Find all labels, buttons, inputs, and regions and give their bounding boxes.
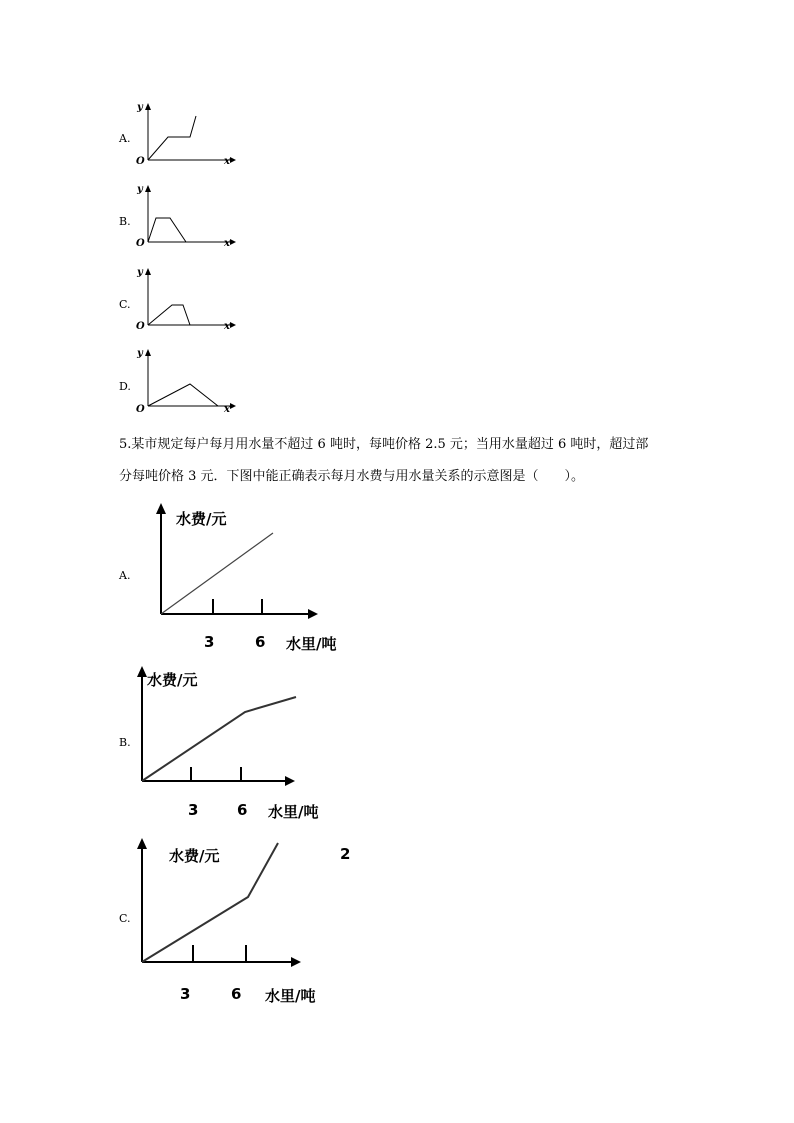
option-label: C. bbox=[119, 912, 131, 925]
origin-label: O bbox=[136, 156, 145, 167]
y-axis-label: 水费/元 bbox=[176, 510, 227, 528]
x-axis-label: x bbox=[224, 321, 230, 332]
tick-label-3: 3 bbox=[204, 633, 215, 651]
tick-label-6: 6 bbox=[237, 801, 248, 819]
x-axis-label: 水里/吨 bbox=[265, 987, 316, 1005]
x-axis-label: x bbox=[224, 404, 230, 415]
origin-label: O bbox=[136, 404, 145, 415]
question-5-line-2: 分每吨价格 3 元．下图中能正确表示每月水费与用水量关系的示意图是（ ）。 bbox=[119, 469, 585, 484]
origin-label: O bbox=[136, 238, 145, 249]
option-label: B. bbox=[119, 736, 131, 749]
stray-glyph: 2 bbox=[340, 845, 351, 863]
option-label: C. bbox=[119, 298, 131, 311]
x-axis-label: x bbox=[224, 238, 230, 249]
y-axis-label: y bbox=[137, 184, 143, 195]
y-axis-label: 水费/元 bbox=[169, 847, 220, 865]
option-label: A. bbox=[119, 132, 131, 145]
tick-label-3: 3 bbox=[188, 801, 199, 819]
origin-label: O bbox=[136, 321, 145, 332]
option-label: A. bbox=[119, 569, 131, 582]
x-axis-label: 水里/吨 bbox=[268, 803, 319, 821]
tick-label-3: 3 bbox=[180, 985, 191, 1003]
y-axis-label: y bbox=[137, 102, 143, 113]
question-5-line-1: 5.某市规定每户每月用水量不超过 6 吨时，每吨价格 2.5 元；当用水量超过 6 吨时，超过部 bbox=[119, 437, 649, 452]
y-axis-label: y bbox=[137, 348, 143, 359]
y-axis-label: 水费/元 bbox=[147, 671, 198, 689]
y-axis-label: y bbox=[137, 267, 143, 278]
x-axis-label: 水里/吨 bbox=[286, 635, 337, 653]
tick-label-6: 6 bbox=[255, 633, 266, 651]
tick-label-6: 6 bbox=[231, 985, 242, 1003]
x-axis-label: x bbox=[224, 156, 230, 167]
option-label: D. bbox=[119, 380, 131, 393]
option-label: B. bbox=[119, 215, 131, 228]
